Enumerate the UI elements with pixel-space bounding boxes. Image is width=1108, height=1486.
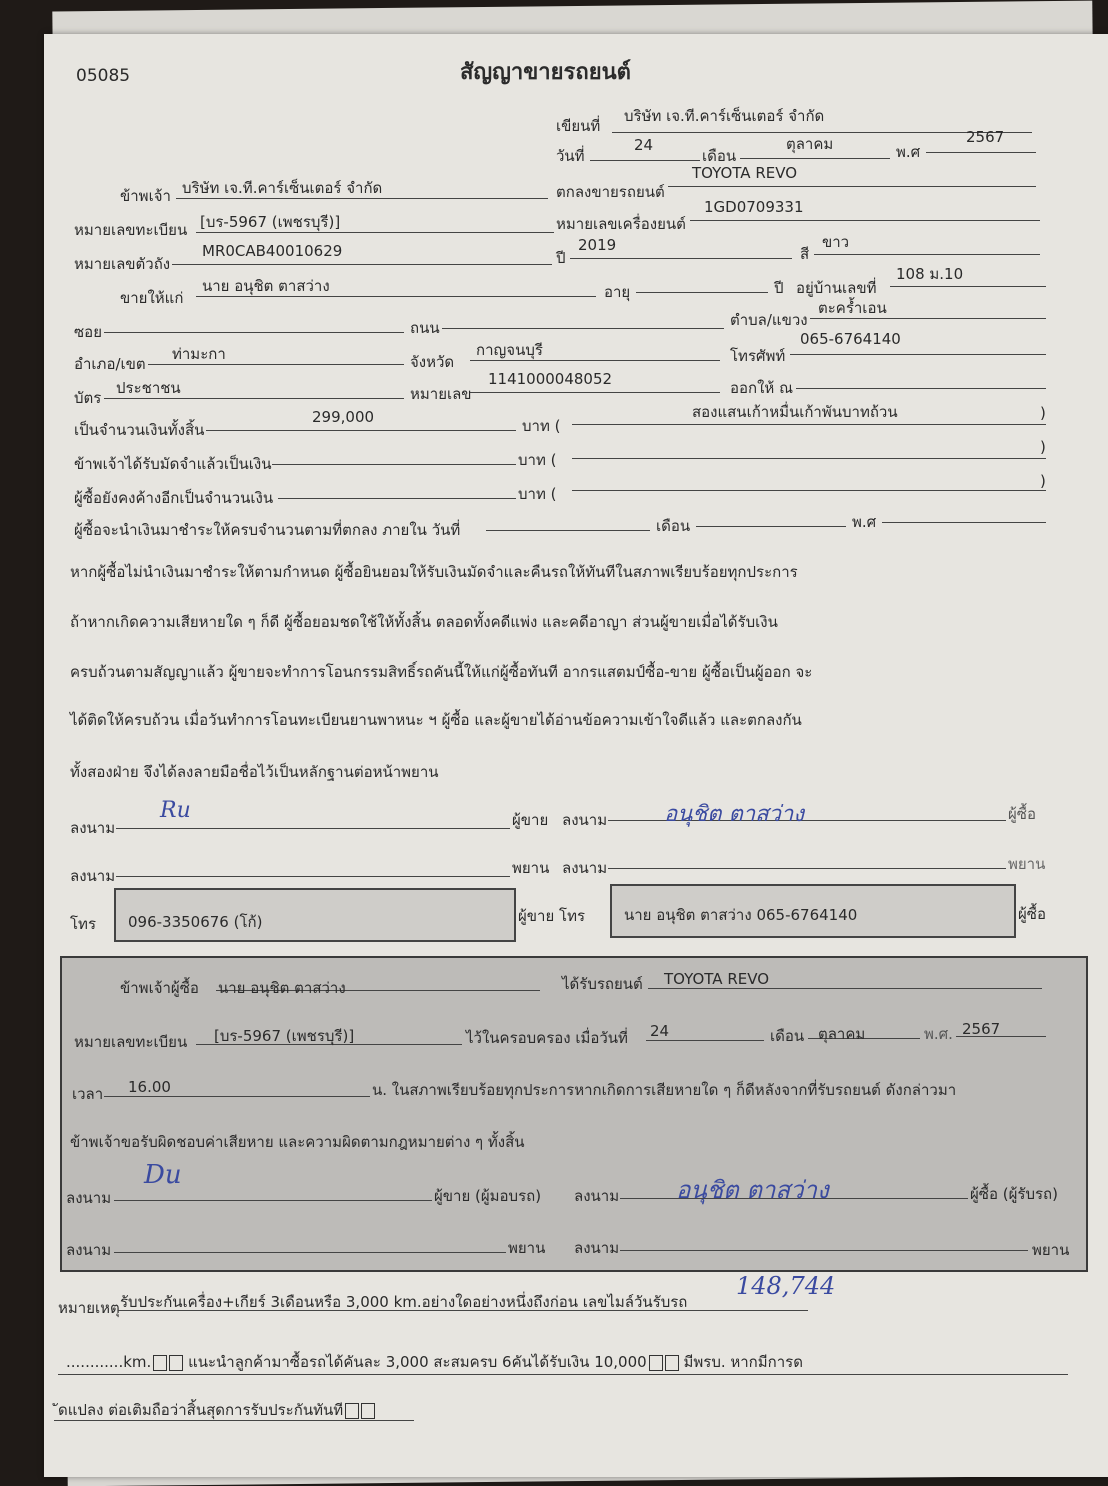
- document-title: สัญญาขายรถยนต์: [460, 60, 631, 85]
- seller-role: ผู้ขาย: [512, 811, 549, 829]
- buyer-label: ขายให้แก่: [120, 289, 184, 307]
- seller-value: บริษัท เจ.ที.คาร์เซ็นเตอร์ จำกัด: [182, 179, 383, 197]
- written-at-value: บริษัท เจ.ที.คาร์เซ็นเตอร์ จำกัด: [624, 107, 825, 125]
- checkbox: [665, 1355, 679, 1371]
- receipt-year-label: พ.ศ.: [924, 1025, 953, 1043]
- buyer-sign-label: ลงนาม: [562, 811, 608, 829]
- house-value: 108 ม.10: [896, 265, 964, 283]
- seller-signature: Ru: [160, 798, 191, 823]
- id-card-value: ประชาชน: [116, 379, 181, 397]
- seller-phone: 096-3350676 (โก้): [128, 913, 263, 931]
- receipt-seller-signature: Du: [144, 1160, 182, 1190]
- terms-line-4: ได้ติดให้ครบถ้วน เมื่อวันทำการโอนทะเบียนยานพาหนะ ฯ ผู้ซื้อ และผู้ขายได้อ่านข้อความเข้าใจดีแล้ว และตกลงกัน: [70, 711, 802, 729]
- pay-line-year: พ.ศ: [852, 513, 877, 531]
- receipt-buyer-label: ข้าพเจ้าผู้ซื้อ: [120, 979, 199, 997]
- checkbox: [169, 1355, 183, 1371]
- receipt-year: 2567: [962, 1020, 1001, 1038]
- date-month: ตุลาคม: [786, 135, 834, 153]
- receipt-month: ตุลาคม: [818, 1025, 866, 1043]
- total-value: 299,000: [312, 408, 375, 426]
- age-unit: ปี: [774, 279, 784, 297]
- remark-mileage: 148,744: [736, 1272, 836, 1300]
- checkbox: [361, 1403, 375, 1419]
- tel-label: โทร: [70, 915, 97, 933]
- receipt-possession-label: ไว้ในครอบครอง เมื่อวันที่: [466, 1029, 628, 1047]
- remark-line-2: [66, 1350, 803, 1374]
- checkbox: [345, 1403, 359, 1419]
- subdistrict-label: ตำบล/แขวง: [730, 311, 808, 329]
- receipt-time-label: เวลา: [72, 1085, 104, 1103]
- remark-line-2-text: แนะนำลูกค้ามาซื้อรถได้คันละ 3,000 สะสมครบ 6คันได้รับเงิน 10,000: [188, 1353, 647, 1371]
- chassis-label: หมายเลขตัวถัง: [74, 255, 171, 273]
- pay-line-text: ผู้ซื้อจะนำเงินมาชำระให้ครบจำนวนตามที่ตกลง ภายใน วันที่: [74, 521, 461, 539]
- receipt-buyer-role: ผู้ซื้อ (ผู้รับรถ): [970, 1185, 1058, 1203]
- color-value: ขาว: [822, 233, 850, 251]
- receipt-day: 24: [650, 1022, 670, 1040]
- deposit-close: ): [1040, 438, 1046, 456]
- total-baht: บาท (: [522, 417, 561, 435]
- receipt-time: 16.00: [128, 1078, 171, 1096]
- receipt-buyer-sign-label: ลงนาม: [574, 1187, 620, 1205]
- id-no-value: 1141000048052: [488, 370, 613, 388]
- soi-label: ซอย: [74, 323, 102, 341]
- buyer-tel-role: ผู้ซื้อ: [1018, 905, 1046, 923]
- witness2-role: พยาน: [1008, 855, 1046, 873]
- car-model-value: TOYOTA REVO: [692, 164, 798, 182]
- receipt-plate-value: [บร-5967 (เพชรบุรี)]: [214, 1027, 355, 1045]
- total-words: สองแสนเก้าหมื่นเก้าพันบาทถ้วน: [692, 403, 898, 421]
- deposit-baht: บาท (: [518, 451, 557, 469]
- remaining-label: ผู้ซื้อยังคงค้างอีกเป็นจำนวนเงิน: [74, 489, 274, 507]
- buyer-value: นาย อนุชิต ตาสว่าง: [202, 277, 330, 295]
- year-model-value: 2019: [578, 236, 617, 254]
- year-model-label: ปี: [556, 249, 566, 267]
- house-label: อยู่บ้านเลขที่: [796, 279, 877, 297]
- receipt-seller-role: ผู้ขาย (ผู้มอบรถ): [434, 1187, 542, 1205]
- receipt-witness2-label: ลงนาม: [574, 1239, 620, 1257]
- road-label: ถนน: [410, 319, 440, 337]
- receipt-plate-label: หมายเลขทะเบียน: [74, 1033, 188, 1051]
- receipt-panel: [60, 956, 1088, 1272]
- checkbox: [153, 1355, 167, 1371]
- seller-tel-role: ผู้ขาย โทร: [518, 907, 586, 925]
- date-year-label: พ.ศ: [896, 143, 921, 161]
- terms-line-3: ครบถ้วนตามสัญญาแล้ว ผู้ขายจะทำการโอนกรรมสิทธิ์รถคันนี้ให้แก่ผู้ซื้อทันที อากรแสตมป์ซื้อ-ขาย ผู้ซื้อเป็นผู้ออก จะ: [70, 663, 813, 681]
- receipt-month-label: เดือน: [770, 1027, 805, 1045]
- terms-line-2: ถ้าหากเกิดความเสียหายใด ๆ ก็ดี ผู้ซื้อยอมชดใช้ให้ทั้งสิ้น ตลอดทั้งคดีแพ่ง และคดีอาญา ส่วนผู้ขายเมื่อได้รับเงิน: [70, 613, 778, 631]
- total-label: เป็นจำนวนเงินทั้งสิ้น: [74, 421, 205, 439]
- witness1-sign-label: ลงนาม: [70, 867, 116, 885]
- issued-by-label: ออกให้ ณ: [730, 379, 793, 397]
- province-label: จังหวัด: [410, 353, 455, 371]
- date-day-label: วันที่: [556, 147, 585, 165]
- id-no-label: หมายเลข: [410, 385, 472, 403]
- phone-label: โทรศัพท์: [730, 347, 786, 365]
- remaining-baht: บาท (: [518, 485, 557, 503]
- date-day: 24: [634, 136, 654, 154]
- receipt-buyer-value: นาย อนุชิต ตาสว่าง: [218, 979, 346, 997]
- district-label: อำเภอ/เขต: [74, 355, 146, 373]
- buyer-signature: อนุชิต ตาสว่าง: [664, 802, 804, 827]
- seller-label: ข้าพเจ้า: [120, 187, 171, 205]
- phone-value: 065-6764140: [800, 330, 901, 348]
- terms-line-5: ทั้งสองฝ่าย จึงได้ลงลายมือชื่อไว้เป็นหลักฐานต่อหน้าพยาน: [70, 763, 439, 781]
- document-number: 05085: [76, 66, 131, 86]
- province-value: กาญจนบุรี: [476, 341, 543, 359]
- receipt-buyer-signature: อนุชิต ตาสว่าง: [676, 1176, 829, 1204]
- receipt-liability: ข้าพเจ้าขอรับผิดชอบค่าเสียหาย และความผิดตามกฎหมายต่าง ๆ ทั้งสิ้น: [70, 1133, 525, 1151]
- subdistrict-value: ตะคร้ำเอน: [818, 299, 887, 317]
- receipt-witness1-label: ลงนาม: [66, 1241, 112, 1259]
- terms-line-1: หากผู้ซื้อไม่นำเงินมาชำระให้ตามกำหนด ผู้ซื้อยินยอมให้รับเงินมัดจำและคืนรถให้ทันทีในสภาพเรียบร้อยทุกประการ: [70, 563, 798, 581]
- engine-label: หมายเลขเครื่องยนต์: [556, 215, 686, 233]
- remark-line-3: [58, 1398, 375, 1422]
- plate-value: [บร-5967 (เพชรบุรี)]: [200, 213, 341, 231]
- seller-sign-label: ลงนาม: [70, 819, 116, 837]
- buyer-role: ผู้ซื้อ: [1008, 805, 1036, 823]
- checkbox: [649, 1355, 663, 1371]
- remaining-close: ): [1040, 472, 1046, 490]
- age-label: อายุ: [604, 283, 631, 301]
- remark-line-2-end: มีพรบ. หากมีการด: [683, 1353, 803, 1371]
- deposit-label: ข้าพเจ้าได้รับมัดจำแล้วเป็นเงิน: [74, 455, 272, 473]
- receipt-witness1-role: พยาน: [508, 1239, 546, 1257]
- receipt-time-text: น. ในสภาพเรียบร้อยทุกประการหากเกิดการเสียหายใด ๆ ก็ดีหลังจากที่รับรถยนต์ ดังกล่าวมา: [372, 1081, 957, 1099]
- receipt-seller-sign-label: ลงนาม: [66, 1189, 112, 1207]
- total-close: ): [1040, 404, 1046, 422]
- color-label: สี: [800, 245, 810, 263]
- chassis-value: MR0CAB40010629: [202, 242, 343, 260]
- written-at-label: เขียนที่: [556, 117, 601, 135]
- plate-label: หมายเลขทะเบียน: [74, 221, 188, 239]
- witness2-sign-label: ลงนาม: [562, 859, 608, 877]
- car-model-label: ตกลงขายรถยนต์: [556, 183, 665, 201]
- witness1-role: พยาน: [512, 859, 550, 877]
- engine-value: 1GD0709331: [704, 198, 804, 216]
- pay-line-month: เดือน: [656, 517, 691, 535]
- district-value: ท่ามะกา: [172, 345, 226, 363]
- remark-line-3-text: ัดแปลง ต่อเติมถือว่าสิ้นสุดการรับประกันทันที: [58, 1401, 344, 1419]
- id-card-label: บัตร: [74, 389, 102, 407]
- remark-label: หมายเหตุ: [58, 1299, 120, 1317]
- remark-km-prefix: ............km.: [66, 1353, 152, 1371]
- receipt-received-label: ได้รับรถยนต์: [562, 975, 643, 993]
- date-month-label: เดือน: [702, 147, 737, 165]
- remark-line-1: รับประกันเครื่อง+เกียร์ 3เดือนหรือ 3,000 km.อย่างใดอย่างหนึ่งถึงก่อน เลขไมล์วันรับรถ: [120, 1293, 688, 1311]
- receipt-received-value: TOYOTA REVO: [664, 970, 770, 988]
- buyer-phone: นาย อนุชิต ตาสว่าง 065-6764140: [624, 906, 858, 924]
- receipt-witness2-role: พยาน: [1032, 1241, 1070, 1259]
- date-year: 2567: [966, 128, 1005, 146]
